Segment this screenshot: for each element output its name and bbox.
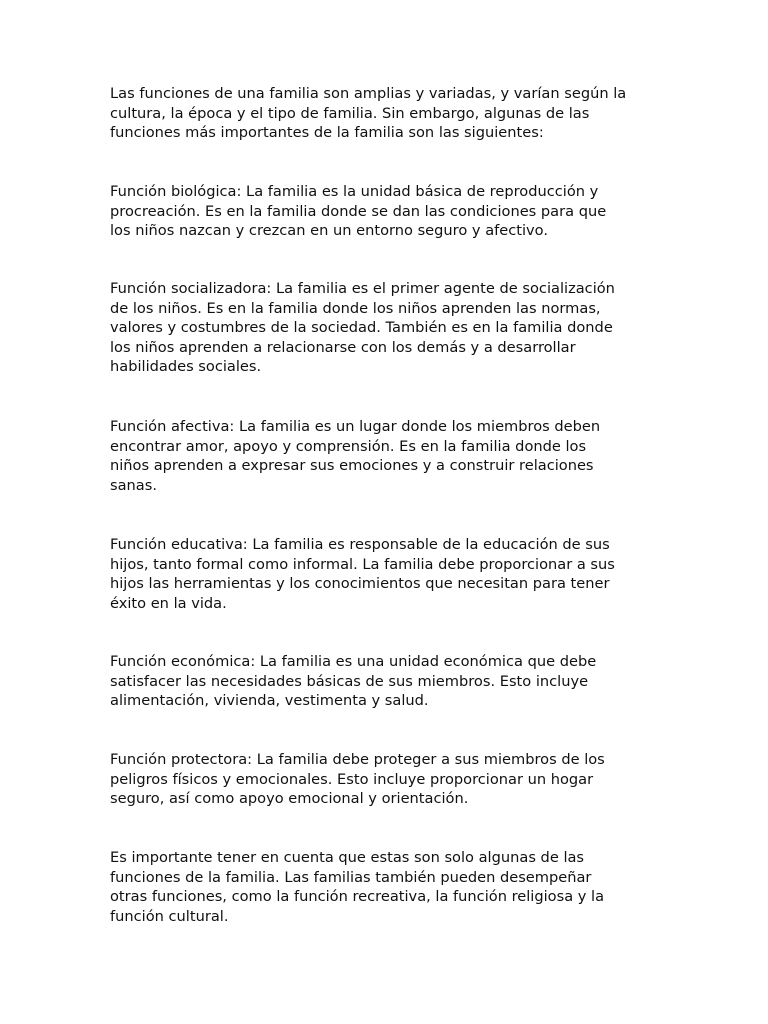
- paragraph-line: los niños nazcan y crezcan en un entorno seguro y afectivo.: [110, 222, 548, 240]
- paragraph-line: peligros físicos y emocionales. Esto incluye proporcionar un hogar: [110, 770, 594, 788]
- paragraph-line: valores y costumbres de la sociedad. También es en la familia donde: [110, 319, 613, 337]
- paragraph-line: funciones de la familia. Las familias también pueden desempeñar: [110, 868, 592, 886]
- paragraph-line: procreación. Es en la familia donde se dan las condiciones para que: [110, 202, 607, 220]
- paragraph-line: funciones más importantes de la familia son las siguientes:: [110, 124, 544, 142]
- paragraph-line: satisfacer las necesidades básicas de sus miembros. Esto incluye: [110, 672, 589, 690]
- educational-function-paragraph: [110, 535, 670, 613]
- paragraph-line: Función afectiva: La familia es un lugar donde los miembros deben: [110, 418, 601, 435]
- paragraph-line: Las funciones de una familia son amplias y variadas, y varían según la: [110, 85, 627, 102]
- intro-paragraph: [110, 84, 670, 143]
- paragraph-line: Es importante tener en cuenta que estas son solo algunas de las: [110, 849, 585, 866]
- closing-paragraph: [110, 848, 670, 926]
- paragraph-line: otras funciones, como la función recreativa, la función religiosa y la: [110, 888, 605, 906]
- paragraph-line: habilidades sociales.: [110, 358, 262, 376]
- paragraph-line: Función socializadora: La familia es el primer agente de socialización: [110, 280, 615, 297]
- paragraph-line: seguro, así como apoyo emocional y orientación.: [110, 790, 469, 808]
- paragraph-line: hijos las herramientas y los conocimientos que necesitan para tener: [110, 575, 610, 593]
- economic-function-paragraph: [110, 652, 670, 711]
- paragraph-line: encontrar amor, apoyo y comprensión. Es en la familia donde los: [110, 437, 587, 455]
- paragraph-line: éxito en la vida.: [110, 594, 227, 612]
- affective-function-paragraph: [110, 417, 670, 495]
- biological-function-paragraph: [110, 182, 670, 241]
- paragraph-line: Función biológica: La familia es la unidad básica de reproducción y: [110, 183, 599, 200]
- paragraph-line: cultura, la época y el tipo de familia. Sin embargo, algunas de las: [110, 104, 590, 122]
- paragraph-line: Función económica: La familia es una unidad económica que debe: [110, 653, 597, 670]
- paragraph-line: hijos, tanto formal como informal. La familia debe proporcionar a sus: [110, 555, 615, 573]
- paragraph-line: niños aprenden a expresar sus emociones y a construir relaciones: [110, 457, 594, 475]
- paragraph-line: alimentación, vivienda, vestimenta y salud.: [110, 692, 429, 710]
- socializing-function-paragraph: [110, 279, 670, 377]
- paragraph-line: Función protectora: La familia debe proteger a sus miembros de los: [110, 751, 605, 768]
- paragraph-line: de los niños. Es en la familia donde los niños aprenden las normas,: [110, 299, 601, 317]
- protective-function-paragraph: [110, 750, 670, 809]
- paragraph-line: función cultural.: [110, 907, 229, 925]
- paragraph-line: sanas.: [110, 476, 157, 494]
- paragraph-line: Función educativa: La familia es responsable de la educación de sus: [110, 536, 610, 553]
- paragraph-line: los niños aprenden a relacionarse con los demás y a desarrollar: [110, 338, 576, 356]
